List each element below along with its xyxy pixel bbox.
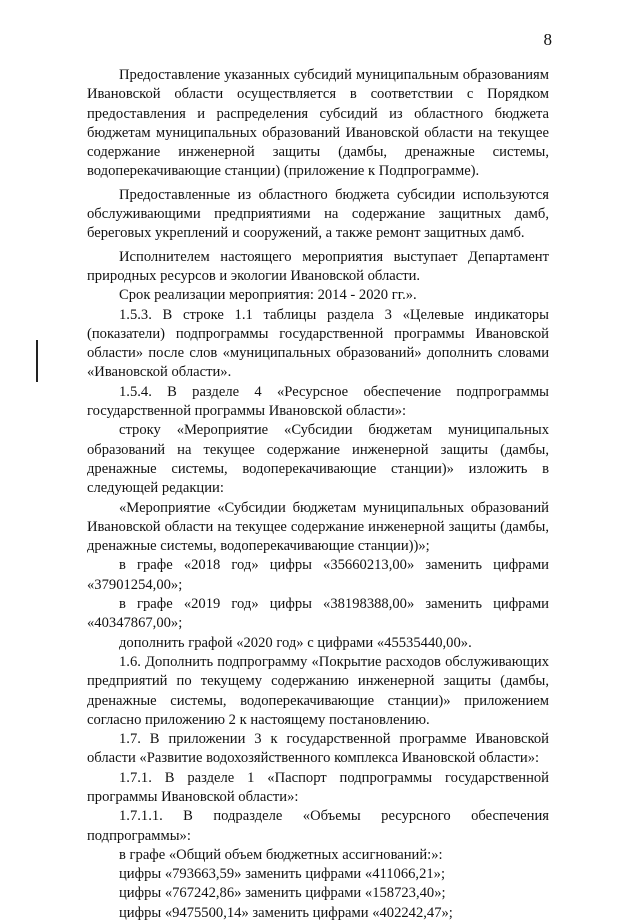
paragraph: Исполнителем настоящего мероприятия выступает Департамент природных ресурсов и экологии Ивановской области. xyxy=(87,248,549,284)
paragraph: в графе «2019 год» цифры «38198388,00» заменить цифрами «40347867,00»; xyxy=(87,596,549,632)
paragraph: дополнить графой «2020 год» с цифрами «45535440,00». xyxy=(119,634,472,651)
margin-mark xyxy=(36,340,38,382)
paragraph: 1.7. В приложении 3 к государственной программе Ивановской области «Развитие водохозяйственного комплекса Ивановской области»: xyxy=(87,731,549,767)
paragraph: строку «Мероприятие «Субсидии бюджетам муниципальных образований на текущее содержание инженерной защиты (дамбы, дренажные системы, водоперекачивающие станции)» изложить в следующей редакции: xyxy=(87,422,549,497)
page-number: 8 xyxy=(543,30,552,49)
document-body xyxy=(87,66,549,923)
paragraph: Срок реализации мероприятия: 2014 - 2020 гг.». xyxy=(119,287,417,304)
paragraph: 1.7.1. В разделе 1 «Паспорт подпрограммы государственной программы Ивановской области»: xyxy=(87,769,549,805)
paragraph: цифры «767242,86» заменить цифрами «158723,40»; xyxy=(119,885,446,902)
paragraph: 1.5.4. В разделе 4 «Ресурсное обеспечение подпрограммы государственной программы Ивановской области»: xyxy=(87,383,549,420)
paragraph: 1.7.1.1. В подразделе «Объемы ресурсного обеспечения подпрограммы»: xyxy=(87,808,549,844)
paragraph: Предоставленные из областного бюджета субсидии используются обслуживающими предприятиями на содержание защитных дамб, береговых укреплений и сооружений, а также ремонт защитных дамб. xyxy=(87,186,549,242)
paragraph: цифры «9475500,14» заменить цифрами «402242,47»; xyxy=(119,904,453,921)
paragraph: в графе «Общий объем бюджетных ассигнований:»: xyxy=(119,846,443,863)
paragraph: 1.5.3. В строке 1.1 таблицы раздела 3 «Целевые индикаторы (показатели) подпрограммы государственной программы Ивановской области» после слов «муниципальных образований» дополнить словами «Ивановской области». xyxy=(87,306,549,381)
paragraph: в графе «2018 год» цифры «35660213,00» заменить цифрами «37901254,00»; xyxy=(87,557,549,593)
paragraph: «Мероприятие «Субсидии бюджетам муниципальных образований Ивановской области на текущее содержание инженерной защиты (дамбы, дренажные системы, водоперекачивающие станции))»; xyxy=(87,499,549,555)
paragraph: 1.6. Дополнить подпрограмму «Покрытие расходов обслуживающих предприятий по текущему содержанию инженерной защиты (дамбы, дренажные системы, водоперекачивающие станции)» приложением согласно приложению 2 к настоящему постановлению. xyxy=(87,653,549,728)
paragraph: цифры «793663,59» заменить цифрами «411066,21»; xyxy=(119,866,446,883)
paragraph: Предоставление указанных субсидий муниципальным образованиям Ивановской области осуществляется в соответствии с Порядком предоставления и распределения субсидий из областного бюджета бюджетам муниципальных образований Ивановской области на текущее содержание инженерной защиты (дамбы, дренажные системы, водоперекачивающие станции) (приложение к Подпрограмме). xyxy=(87,67,549,180)
